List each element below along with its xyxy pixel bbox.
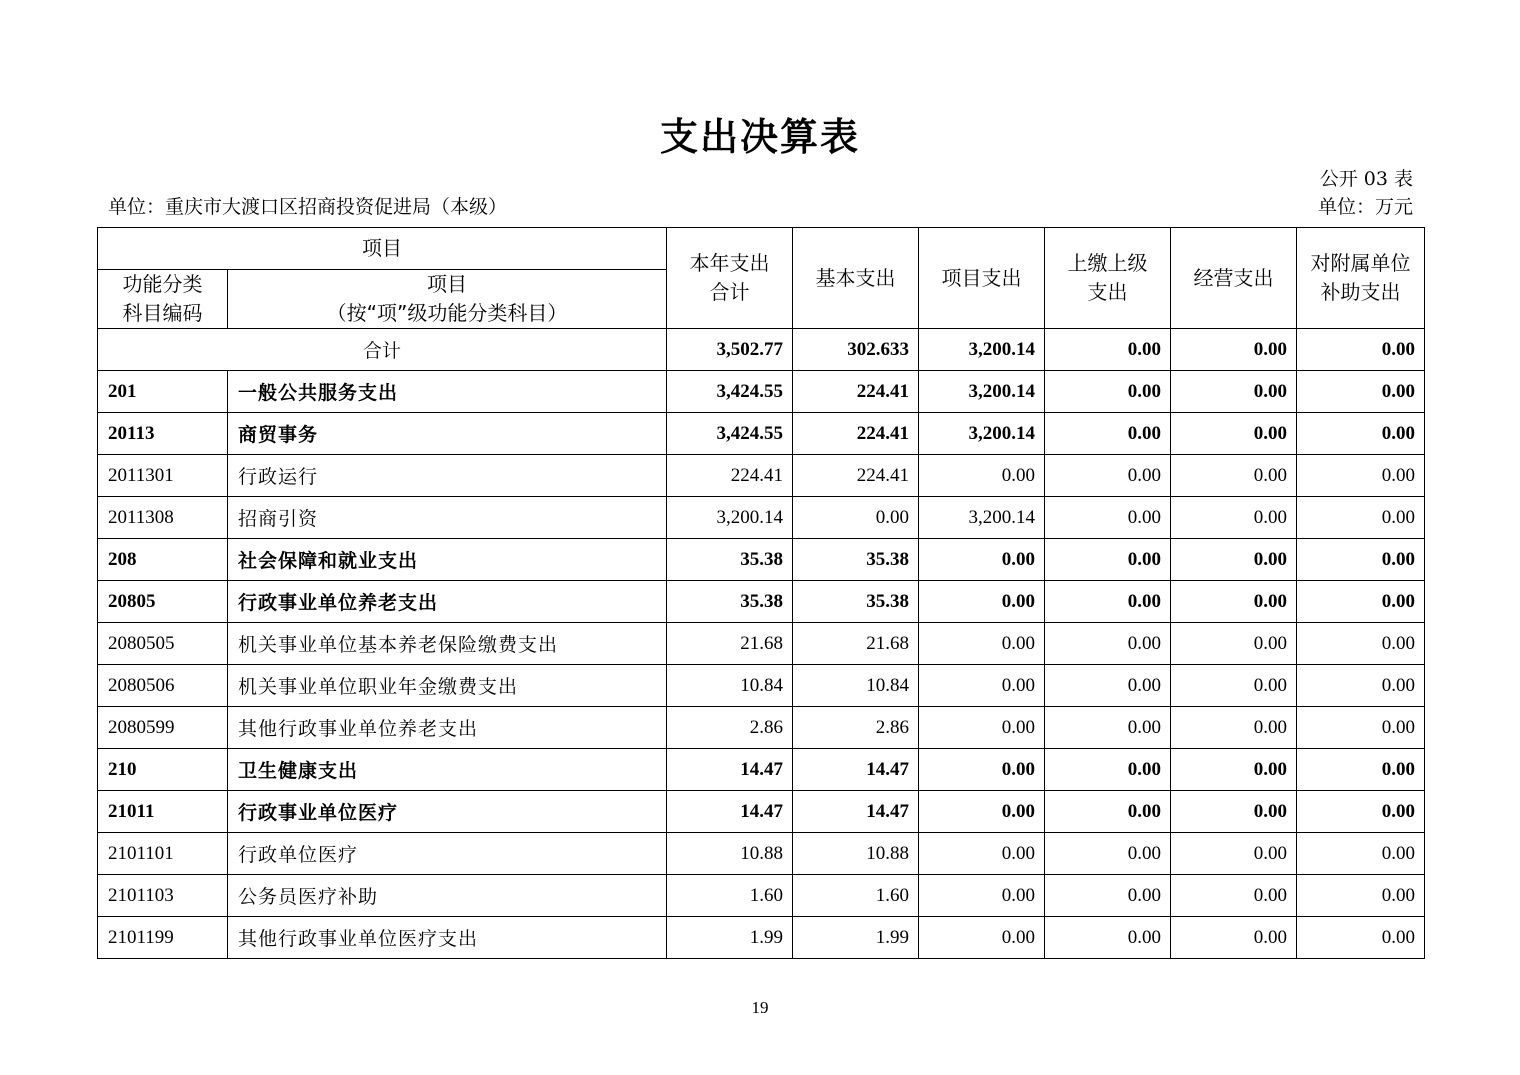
total-row <box>98 329 1425 371</box>
row-value: 0.00 <box>919 581 1045 623</box>
table-row <box>98 413 1425 455</box>
total-value: 0.00 <box>1297 329 1425 371</box>
row-value: 1.60 <box>793 875 919 917</box>
row-value: 0.00 <box>1297 539 1425 581</box>
header-item-line2: （按“项”级功能分类科目） <box>326 301 568 325</box>
row-value: 0.00 <box>1045 791 1171 833</box>
row-value: 35.38 <box>793 581 919 623</box>
row-value: 0.00 <box>1171 875 1297 917</box>
row-value: 0.00 <box>1045 917 1171 959</box>
total-label: 合计 <box>98 329 667 371</box>
table-row <box>98 917 1425 959</box>
row-value: 3,200.14 <box>667 497 793 539</box>
page-number: 19 <box>751 998 769 1017</box>
row-value: 0.00 <box>1045 665 1171 707</box>
row-value: 10.88 <box>793 833 919 875</box>
table-row <box>98 665 1425 707</box>
row-value: 10.84 <box>793 665 919 707</box>
row-value: 35.38 <box>667 581 793 623</box>
row-value: 0.00 <box>1297 749 1425 791</box>
expenditure-table <box>97 227 1425 959</box>
table-row <box>98 791 1425 833</box>
row-value: 10.84 <box>667 665 793 707</box>
row-value: 0.00 <box>1171 665 1297 707</box>
row-value: 0.00 <box>1045 875 1171 917</box>
table-row <box>98 371 1425 413</box>
row-value: 35.38 <box>793 539 919 581</box>
row-name: 行政单位医疗 <box>228 833 667 875</box>
row-value: 0.00 <box>919 833 1045 875</box>
table-row <box>98 497 1425 539</box>
row-value: 0.00 <box>1171 539 1297 581</box>
header-project: 项目 <box>98 228 667 270</box>
row-value: 3,424.55 <box>667 371 793 413</box>
row-value: 0.00 <box>1045 497 1171 539</box>
row-value: 0.00 <box>1045 581 1171 623</box>
row-name: 商贸事务 <box>228 413 667 455</box>
header-code-line1: 功能分类 <box>122 272 203 296</box>
row-value: 0.00 <box>1045 749 1171 791</box>
table-row <box>98 707 1425 749</box>
row-value: 2.86 <box>793 707 919 749</box>
row-code: 201 <box>98 371 228 413</box>
row-value: 0.00 <box>1297 623 1425 665</box>
row-value: 0.00 <box>1045 455 1171 497</box>
row-name: 行政事业单位医疗 <box>228 791 667 833</box>
row-value: 0.00 <box>1045 413 1171 455</box>
row-value: 0.00 <box>1045 539 1171 581</box>
row-value: 0.00 <box>1297 707 1425 749</box>
reporting-unit: 单位：重庆市大渡口区招商投资促进局（本级） <box>108 196 508 218</box>
header-item <box>228 270 667 329</box>
header-total <box>667 228 793 329</box>
row-value: 0.00 <box>1045 371 1171 413</box>
row-value: 0.00 <box>1297 917 1425 959</box>
currency-unit: 单位：万元 <box>1317 196 1413 218</box>
row-value: 0.00 <box>1297 497 1425 539</box>
row-value: 0.00 <box>1045 707 1171 749</box>
row-name: 一般公共服务支出 <box>228 371 667 413</box>
row-value: 0.00 <box>919 875 1045 917</box>
row-value: 0.00 <box>1171 455 1297 497</box>
table-row <box>98 539 1425 581</box>
row-value: 0.00 <box>1297 413 1425 455</box>
row-code: 21011 <box>98 791 228 833</box>
row-value: 0.00 <box>1297 371 1425 413</box>
row-value: 0.00 <box>1297 665 1425 707</box>
total-value: 3,200.14 <box>919 329 1045 371</box>
row-value: 224.41 <box>793 413 919 455</box>
form-number: 公开 03 表 <box>1319 168 1413 190</box>
row-name: 机关事业单位基本养老保险缴费支出 <box>228 623 667 665</box>
row-value: 0.00 <box>1297 875 1425 917</box>
header-upper <box>1045 228 1171 329</box>
row-code: 2011301 <box>98 455 228 497</box>
row-value: 0.00 <box>919 917 1045 959</box>
header-total-line2: 合计 <box>709 280 750 304</box>
row-value: 0.00 <box>919 749 1045 791</box>
header-subsidy-line1: 对附属单位 <box>1310 251 1411 275</box>
table-row <box>98 581 1425 623</box>
row-value: 0.00 <box>1171 413 1297 455</box>
row-value: 2.86 <box>667 707 793 749</box>
row-value: 10.88 <box>667 833 793 875</box>
row-value: 14.47 <box>793 749 919 791</box>
row-value: 0.00 <box>919 665 1045 707</box>
row-value: 0.00 <box>919 707 1045 749</box>
row-value: 0.00 <box>1297 791 1425 833</box>
row-value: 3,200.14 <box>919 413 1045 455</box>
header-total-line1: 本年支出 <box>689 251 770 275</box>
row-code: 208 <box>98 539 228 581</box>
header-upper-line1: 上缴上级 <box>1067 251 1148 275</box>
table-row <box>98 875 1425 917</box>
total-value: 302.633 <box>793 329 919 371</box>
row-code: 210 <box>98 749 228 791</box>
header-code <box>98 270 228 329</box>
row-value: 1.99 <box>667 917 793 959</box>
row-name: 公务员医疗补助 <box>228 875 667 917</box>
row-value: 0.00 <box>1171 833 1297 875</box>
row-value: 0.00 <box>919 539 1045 581</box>
row-value: 1.99 <box>793 917 919 959</box>
header-operating: 经营支出 <box>1171 228 1297 329</box>
row-value: 0.00 <box>1171 917 1297 959</box>
row-name: 其他行政事业单位养老支出 <box>228 707 667 749</box>
page-title: 支出决算表 <box>659 115 860 159</box>
row-value: 0.00 <box>1171 707 1297 749</box>
row-value: 14.47 <box>667 791 793 833</box>
row-value: 35.38 <box>667 539 793 581</box>
row-value: 3,200.14 <box>919 371 1045 413</box>
header-basic: 基本支出 <box>793 228 919 329</box>
row-value: 21.68 <box>793 623 919 665</box>
row-code: 2101101 <box>98 833 228 875</box>
row-code: 20113 <box>98 413 228 455</box>
table-row <box>98 623 1425 665</box>
header-subsidy-line2: 补助支出 <box>1320 280 1401 304</box>
row-value: 0.00 <box>1171 371 1297 413</box>
row-name: 卫生健康支出 <box>228 749 667 791</box>
row-value: 14.47 <box>793 791 919 833</box>
total-value: 0.00 <box>1171 329 1297 371</box>
table-row <box>98 455 1425 497</box>
row-name: 招商引资 <box>228 497 667 539</box>
row-value: 0.00 <box>1045 623 1171 665</box>
row-code: 2101199 <box>98 917 228 959</box>
row-value: 0.00 <box>1171 791 1297 833</box>
total-value: 3,502.77 <box>667 329 793 371</box>
row-name: 社会保障和就业支出 <box>228 539 667 581</box>
row-name: 其他行政事业单位医疗支出 <box>228 917 667 959</box>
row-value: 14.47 <box>667 749 793 791</box>
row-value: 0.00 <box>919 623 1045 665</box>
row-value: 224.41 <box>667 455 793 497</box>
row-value: 3,424.55 <box>667 413 793 455</box>
row-code: 2101103 <box>98 875 228 917</box>
row-value: 0.00 <box>1171 623 1297 665</box>
row-name: 行政事业单位养老支出 <box>228 581 667 623</box>
header-project-exp: 项目支出 <box>919 228 1045 329</box>
row-code: 2080505 <box>98 623 228 665</box>
row-value: 0.00 <box>1297 455 1425 497</box>
total-value: 0.00 <box>1045 329 1171 371</box>
row-value: 3,200.14 <box>919 497 1045 539</box>
row-value: 1.60 <box>667 875 793 917</box>
row-code: 2011308 <box>98 497 228 539</box>
row-value: 0.00 <box>1045 833 1171 875</box>
row-value: 0.00 <box>1171 749 1297 791</box>
row-value: 0.00 <box>1171 581 1297 623</box>
row-code: 2080599 <box>98 707 228 749</box>
row-value: 0.00 <box>793 497 919 539</box>
row-name: 行政运行 <box>228 455 667 497</box>
header-subsidy <box>1297 228 1425 329</box>
table-row <box>98 833 1425 875</box>
row-value: 21.68 <box>667 623 793 665</box>
header-item-line1: 项目 <box>427 272 467 296</box>
row-value: 224.41 <box>793 455 919 497</box>
row-value: 0.00 <box>1297 833 1425 875</box>
header-code-line2: 科目编码 <box>122 301 203 325</box>
row-value: 0.00 <box>919 791 1045 833</box>
header-upper-line2: 支出 <box>1087 280 1128 304</box>
row-value: 224.41 <box>793 371 919 413</box>
row-value: 0.00 <box>919 455 1045 497</box>
row-value: 0.00 <box>1171 497 1297 539</box>
row-value: 0.00 <box>1297 581 1425 623</box>
row-code: 20805 <box>98 581 228 623</box>
row-name: 机关事业单位职业年金缴费支出 <box>228 665 667 707</box>
row-code: 2080506 <box>98 665 228 707</box>
table-row <box>98 749 1425 791</box>
